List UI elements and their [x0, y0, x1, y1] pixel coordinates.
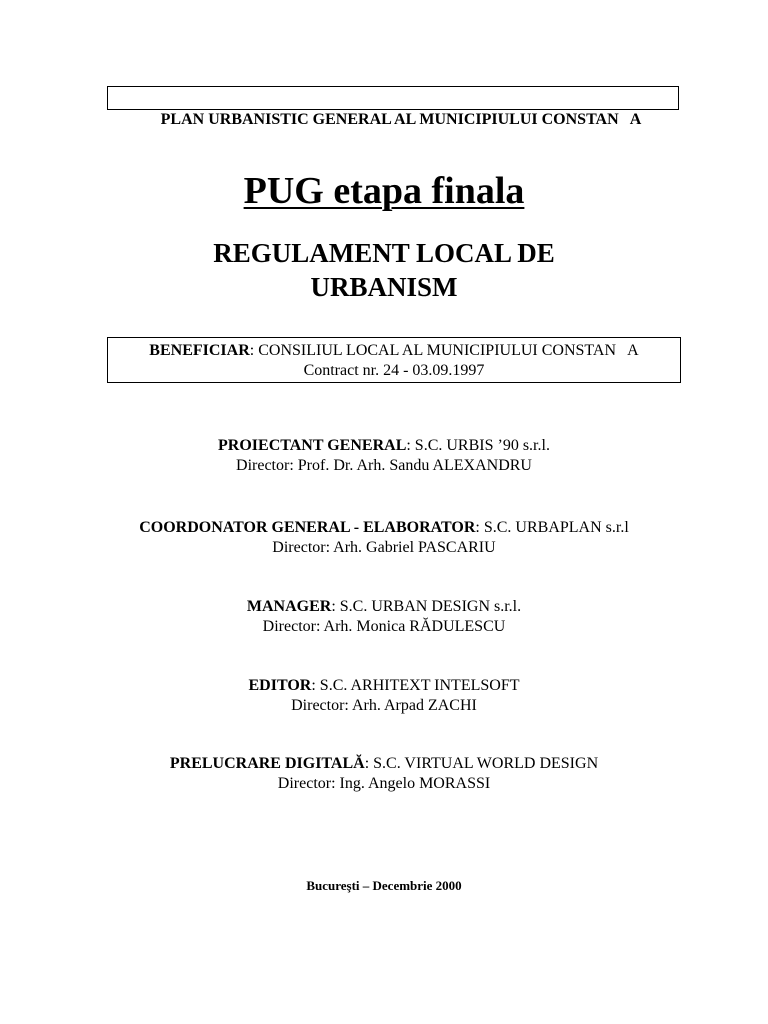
entry-value: : S.C. ARHITEXT INTELSOFT: [311, 677, 520, 694]
subtitle-line-1: REGULAMENT LOCAL DE: [213, 238, 555, 268]
entry-heading: [0, 754, 768, 774]
entry-label: COORDONATOR GENERAL - ELABORATOR: [139, 519, 476, 536]
entry-value: : S.C. URBAPLAN s.r.l: [475, 519, 629, 536]
entry-proiectant: [0, 436, 768, 476]
entry-value: : S.C. VIRTUAL WORLD DESIGN: [364, 755, 599, 772]
plan-title-text: PLAN URBANISTIC GENERAL AL MUNICIPIULUI CONSTAN A: [160, 111, 642, 128]
entry-prelucrare: [0, 754, 768, 794]
entry-heading: [0, 597, 768, 617]
plan-title-box: [107, 86, 679, 128]
subtitle-line-2: URBANISM: [310, 272, 458, 302]
place-date-footer: Bucureşti – Decembrie 2000: [306, 878, 462, 893]
contract-text: Contract nr. 24 - 03.09.1997: [303, 362, 485, 379]
entry-manager: [0, 597, 768, 637]
entry-heading: [0, 676, 768, 696]
entry-heading: [0, 436, 768, 456]
entry-director: Director: Ing. Angelo MORASSI: [277, 775, 491, 792]
entry-editor: [0, 676, 768, 716]
entry-label: EDITOR: [248, 677, 312, 694]
entry-value: : S.C. URBIS ’90 s.r.l.: [406, 437, 550, 454]
beneficiar-box: [107, 337, 681, 383]
entry-value: : S.C. URBAN DESIGN s.r.l.: [331, 598, 522, 615]
document-title: PUG etapa finala: [243, 170, 525, 212]
beneficiar-label: BENEFICIAR: [149, 342, 250, 359]
entry-director: Director: Arh. Arpad ZACHI: [291, 697, 477, 714]
entry-director: Director: Arh. Gabriel PASCARIU: [272, 539, 496, 556]
entry-director: Director: Arh. Monica RĂDULESCU: [262, 618, 506, 635]
entry-heading: [0, 518, 768, 538]
entry-label: PRELUCRARE DIGITALĂ: [169, 755, 365, 772]
document-subtitle: [0, 236, 768, 304]
entry-label: PROIECTANT GENERAL: [218, 437, 407, 454]
entry-director: Director: Prof. Dr. Arh. Sandu ALEXANDRU: [236, 457, 532, 474]
beneficiar-line: [108, 341, 680, 361]
entry-coordonator: [0, 518, 768, 558]
entry-label: MANAGER: [246, 598, 332, 615]
beneficiar-value: : CONSILIUL LOCAL AL MUNICIPIULUI CONSTAN A: [249, 342, 639, 359]
